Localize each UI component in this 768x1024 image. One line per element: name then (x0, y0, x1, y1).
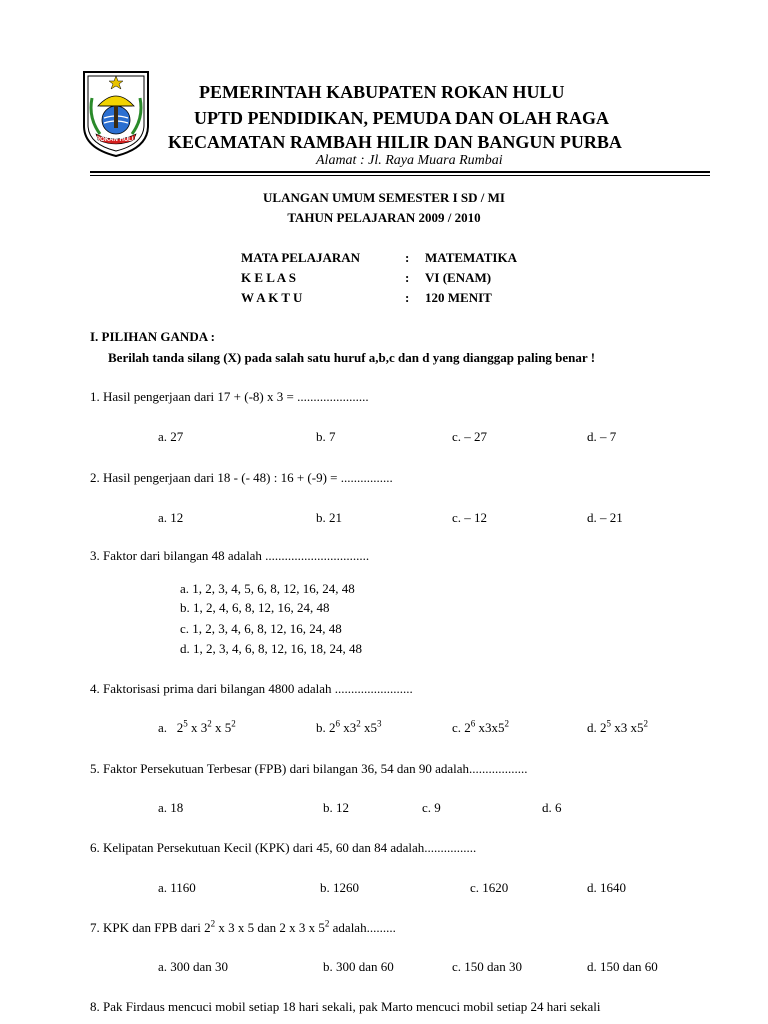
q4a-base: 2 (176, 720, 184, 735)
q7-option-a: a. 300 dan 30 (158, 959, 229, 974)
q6-option-b: b. 1260 (320, 880, 359, 895)
question-7 (90, 920, 396, 936)
q4b-exp: 2 (356, 718, 361, 729)
q3-option-a: a. 1, 2, 3, 4, 5, 6, 8, 12, 16, 24, 48 (180, 581, 355, 596)
question-6: 6. Kelipatan Persekutuan Kecil (KPK) dari 45, 60 dan 84 adalah................ (90, 840, 477, 855)
q7-option-d: d. 150 dan 60 (587, 959, 658, 974)
q4-option-c-letter: c. (452, 720, 462, 735)
q4c-exp: 2 (504, 718, 510, 729)
q3-option-b: b. 1, 2, 4, 6, 8, 12, 16, 24, 48 (180, 600, 330, 615)
logo-text: ROKAN HULU (95, 137, 137, 143)
q5-option-b: b. 12 (323, 800, 349, 815)
q2-option-c: c. – 12 (452, 510, 488, 525)
q4a-base: x 5 (211, 720, 232, 735)
q4b-base: x5 (360, 720, 377, 735)
q4c-base: x3x5 (475, 720, 505, 735)
q1-option-c: c. – 27 (452, 429, 488, 444)
question-3: 3. Faktor dari bilangan 48 adalah ................................ (90, 548, 370, 563)
q4a-exp: 5 (183, 718, 188, 729)
question-5: 5. Faktor Persekutuan Terbesar (FPB) dari bilangan 36, 54 dan 90 adalah.................. (90, 761, 528, 776)
question-1: 1. Hasil pengerjaan dari 17 + (-8) x 3 = ...................... (90, 389, 369, 404)
q7-text: x 3 x 5 dan 2 x 3 x 5 (215, 920, 325, 935)
q4d-base: x3 x5 (611, 720, 644, 735)
q5-option-a: a. 18 (158, 800, 184, 815)
q4a-base: x 3 (187, 720, 208, 735)
q4b-exp: 6 (335, 718, 340, 729)
q4-option-b (316, 720, 382, 736)
q7-option-b: b. 300 dan 60 (323, 959, 394, 974)
q4b-base: 2 (329, 720, 336, 735)
section-instruction: Berilah tanda silang (X) pada salah satu huruf a,b,c dan d yang dianggap paling benar ! (108, 350, 596, 365)
q7-text: adalah......... (329, 920, 396, 935)
header-rule-thin (90, 175, 710, 176)
q5-option-d: d. 6 (542, 800, 562, 815)
q2-option-a: a. 12 (158, 510, 184, 525)
question-4: 4. Faktorisasi prima dari bilangan 4800 adalah ........................ (90, 681, 413, 696)
q4c-exp: 6 (470, 718, 476, 729)
q4-option-c (452, 720, 509, 736)
q7-exp: 2 (210, 918, 216, 929)
rokan-hulu-logo (76, 68, 156, 158)
q4d-base: 2 (600, 720, 607, 735)
info-sep: : (405, 290, 410, 305)
info-sep: : (405, 270, 410, 285)
q4c-base: 2 (464, 720, 471, 735)
info-label-subject: MATA PELAJARAN (241, 250, 361, 265)
q6-option-a: a. 1160 (158, 880, 196, 895)
header-line-3: KECAMATAN RAMBAH HILIR DAN BANGUN PURBA (168, 132, 622, 152)
question-8: 8. Pak Firdaus mencuci mobil setiap 18 hari sekali, pak Marto mencuci mobil setiap 24 hari sekali (90, 999, 601, 1014)
q4-option-a (158, 720, 236, 736)
q4d-exp: 2 (643, 718, 648, 729)
q4-option-b-letter: b. (316, 720, 326, 735)
q4b-base: x3 (340, 720, 357, 735)
q1-option-d: d. – 7 (587, 429, 617, 444)
q2-option-b: b. 21 (316, 510, 342, 525)
exam-title-2: TAHUN PELAJARAN 2009 / 2010 (287, 210, 481, 225)
section-heading: I. PILIHAN GANDA : (90, 329, 215, 344)
q4a-exp: 2 (231, 718, 236, 729)
q1-option-b: b. 7 (316, 429, 336, 444)
q7-exp: 2 (324, 918, 330, 929)
header-line-1: PEMERINTAH KABUPATEN ROKAN HULU (199, 82, 565, 102)
q3-option-d: d. 1, 2, 3, 4, 6, 8, 12, 16, 18, 24, 48 (180, 641, 362, 656)
q4a-exp: 2 (207, 718, 212, 729)
q4-option-d (587, 720, 648, 736)
q6-option-c: c. 1620 (470, 880, 509, 895)
question-2: 2. Hasil pengerjaan dari 18 - (- 48) : 16 + (-9) = ................ (90, 470, 393, 485)
q1-option-a: a. 27 (158, 429, 184, 444)
header-line-2: UPTD PENDIDIKAN, PEMUDA DAN OLAH RAGA (194, 108, 610, 128)
q7-text: 7. KPK dan FPB dari 2 (90, 920, 211, 935)
info-value-subject: MATEMATIKA (425, 250, 517, 265)
info-value-class: VI (ENAM) (425, 270, 492, 285)
q4-option-d-letter: d. (587, 720, 597, 735)
q2-option-d: d. – 21 (587, 510, 623, 525)
exam-title-1: ULANGAN UMUM SEMESTER I SD / MI (263, 190, 505, 205)
q4b-exp: 3 (377, 718, 382, 729)
q6-option-d: d. 1640 (587, 880, 626, 895)
info-value-time: 120 MENIT (425, 290, 492, 305)
q4-option-a-letter: a. (158, 720, 168, 735)
q7-option-c: c. 150 dan 30 (452, 959, 523, 974)
info-label-time: W A K T U (241, 290, 303, 305)
header-address: Alamat : Jl. Raya Muara Rumbai (316, 153, 503, 168)
header-rule-thick (90, 171, 710, 173)
q5-option-c: c. 9 (422, 800, 441, 815)
info-sep: : (405, 250, 410, 265)
info-label-class: K E L A S (241, 270, 296, 285)
q4d-exp: 5 (606, 718, 611, 729)
q3-option-c: c. 1, 2, 3, 4, 6, 8, 12, 16, 24, 48 (180, 621, 342, 636)
